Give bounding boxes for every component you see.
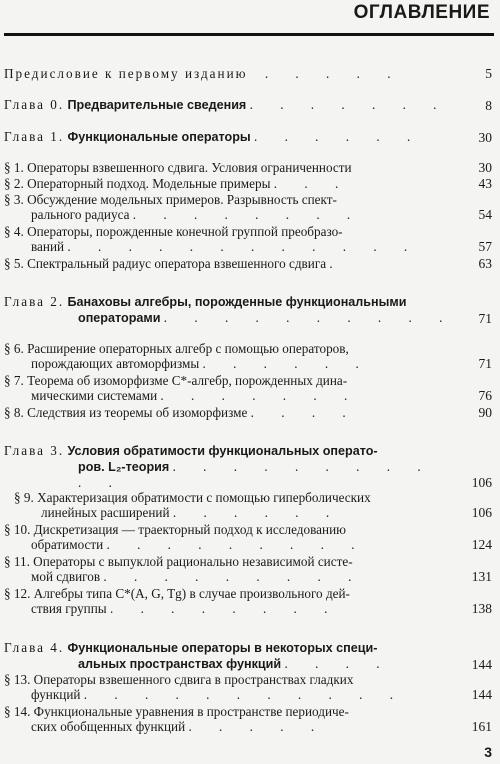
leader-dots: . . . . . . . . [132, 207, 363, 222]
chapter-prefix: Глава 0. [4, 97, 65, 112]
page-number: 8 [485, 98, 492, 113]
entry-text: Предисловие к первому изданию [4, 66, 248, 81]
page-number: 161 [471, 719, 492, 734]
toc-entry-chapter-3[interactable] [4, 443, 492, 490]
entry-text-continued: обратимости [31, 537, 104, 552]
chapter-title: Функциональные операторы в некоторых специ- [67, 641, 378, 655]
entry-text-continued: мическими системами [31, 388, 158, 403]
entry-text: § 5. Спектральный радиус оператора взвешенного сдвига [4, 256, 327, 271]
toc-entry-section-5[interactable] [4, 256, 492, 271]
chapter-title-continued: альных пространствах функций [78, 657, 282, 671]
entry-text-continued: ствия группы [31, 601, 107, 616]
entry-text: § 10. Дискретизация — траекторный подход к исследованию [4, 522, 346, 537]
page-number: 5 [485, 66, 492, 81]
leader-dots: . . . . [250, 405, 358, 420]
page-number: 54 [478, 207, 492, 222]
page-number: 106 [471, 475, 492, 490]
toc-entry-chapter-0[interactable] [4, 97, 492, 113]
leader-dots: . . . . . . . . . [103, 569, 364, 584]
chapter-prefix: Глава 2. [4, 294, 65, 309]
page-number: 144 [471, 657, 492, 672]
entry-text-continued: мой сдвигов [31, 569, 101, 584]
leader-dots: . . . . . . [253, 129, 423, 144]
toc-entry-section-4[interactable] [4, 224, 492, 254]
toc-entry-section-9[interactable] [14, 490, 492, 520]
page-number: 138 [471, 601, 492, 616]
leader-dots: . . . . . . [172, 505, 342, 520]
toc-entry-chapter-4[interactable] [4, 640, 492, 672]
chapter-title-continued: ров. L₂-теория [78, 460, 170, 474]
entry-text: § 6. Расширение операторных алгебр с помощью операторов, [4, 341, 349, 356]
entry-text: § 13. Операторы взвешенного сдвига в пространствах гладких [4, 672, 354, 687]
page-number: 90 [478, 405, 492, 420]
toc-entry-section-6[interactable] [4, 341, 492, 371]
toc-entry-preface[interactable] [4, 66, 492, 81]
entry-text-continued: линейных расширений [41, 505, 170, 520]
toc-entry-section-8[interactable] [4, 405, 492, 420]
entry-text: § 2. Операторный подход. Модельные примеры [4, 176, 271, 191]
entry-text: § 12. Алгебры типа C*(A, G, Tg) в случае произвольного дей- [4, 586, 350, 601]
footer-page-number: 3 [484, 744, 492, 760]
toc-entry-section-11[interactable] [4, 554, 492, 584]
leader-dots: . . . . . . . . . . . . [67, 239, 420, 254]
page-number: 71 [478, 356, 492, 371]
entry-text: § 3. Обсуждение модельных примеров. Разрывность спект- [4, 192, 337, 207]
page-number: 63 [478, 256, 492, 271]
toc-entry-chapter-1[interactable] [4, 129, 492, 145]
leader-dots: . . . . . [188, 719, 327, 734]
entry-text: § 8. Следствия из теоремы об изоморфизме [4, 405, 248, 420]
page-header-title: ОГЛАВЛЕНИЕ [353, 2, 490, 23]
toc-entry-section-12[interactable] [4, 586, 492, 616]
entry-text-continued: ских обобщенных функций [31, 719, 186, 734]
entry-text: § 11. Операторы с выпуклой рационально независимой систе- [4, 554, 353, 569]
entry-text-continued: порождающих автоморфизмы [31, 356, 200, 371]
leader-dots: . . . . . . . [249, 97, 449, 112]
page-number: 30 [478, 130, 492, 145]
leader-dots: . . . . . . [202, 356, 371, 371]
toc-entry-section-13[interactable] [4, 672, 492, 702]
chapter-title: Предварительные сведения [67, 98, 247, 112]
chapter-prefix: Глава 3. [4, 443, 65, 458]
toc-entry-section-2[interactable] [4, 176, 492, 191]
entry-text-continued: функций [31, 687, 81, 702]
chapter-prefix: Глава 1. [4, 129, 65, 144]
toc-entry-section-7[interactable] [4, 373, 492, 403]
entry-text: § 7. Теорема об изоморфизме C*-алгебр, порожденных дина- [4, 373, 348, 388]
leader-dots: . . . . . . . . [109, 601, 340, 616]
leader-dots: . . . . [284, 656, 392, 671]
page-number: 131 [471, 569, 492, 584]
chapter-title: Условия обратимости функциональных операто- [67, 444, 378, 458]
chapter-title: Функциональные операторы [67, 130, 251, 144]
leader-dots: . . . [273, 176, 351, 191]
toc-entry-chapter-2[interactable] [4, 294, 492, 326]
chapter-prefix: Глава 4. [4, 640, 65, 655]
page-number: 124 [471, 537, 492, 552]
leader-dots: . . . . . . . . . . . [78, 459, 433, 490]
leader-dots: . [329, 256, 345, 271]
page-number: 106 [471, 505, 492, 520]
chapter-title: Банаховы алгебры, порожденные функциональными [67, 295, 407, 309]
page-number: 57 [478, 239, 492, 254]
entry-text-continued: ваний [31, 239, 65, 254]
entry-text: § 9. Характеризация обратимости с помощью гиперболических [14, 490, 371, 505]
toc-entry-section-14[interactable] [4, 704, 492, 734]
toc-entry-section-10[interactable] [4, 522, 492, 552]
page-number: 71 [478, 311, 492, 326]
chapter-title-continued: операторами [78, 311, 161, 325]
leader-dots: . . . . . [264, 66, 403, 81]
leader-dots: . . . . . . . [160, 388, 360, 403]
entry-text: § 4. Операторы, порожденные конечной группой преобразо- [4, 224, 343, 239]
toc-entry-section-1[interactable] [4, 160, 492, 175]
entry-text-continued: рального радиуса [31, 207, 130, 222]
entry-text: § 14. Функциональные уравнения в пространстве периодиче- [4, 704, 349, 719]
toc-entry-section-3[interactable] [4, 192, 492, 222]
page-number: 30 [478, 160, 492, 175]
leader-dots: . . . . . . . . . . [163, 310, 455, 325]
page-number: 144 [471, 687, 492, 702]
page-number: 43 [478, 176, 492, 191]
leader-dots: . . . . . . . . . . . [83, 687, 405, 702]
leader-dots: . . . . . . . . . [106, 537, 367, 552]
entry-text: § 1. Операторы взвешенного сдвига. Условия ограниченности [4, 160, 352, 175]
page-number: 76 [478, 388, 492, 403]
header-rule [4, 33, 494, 36]
